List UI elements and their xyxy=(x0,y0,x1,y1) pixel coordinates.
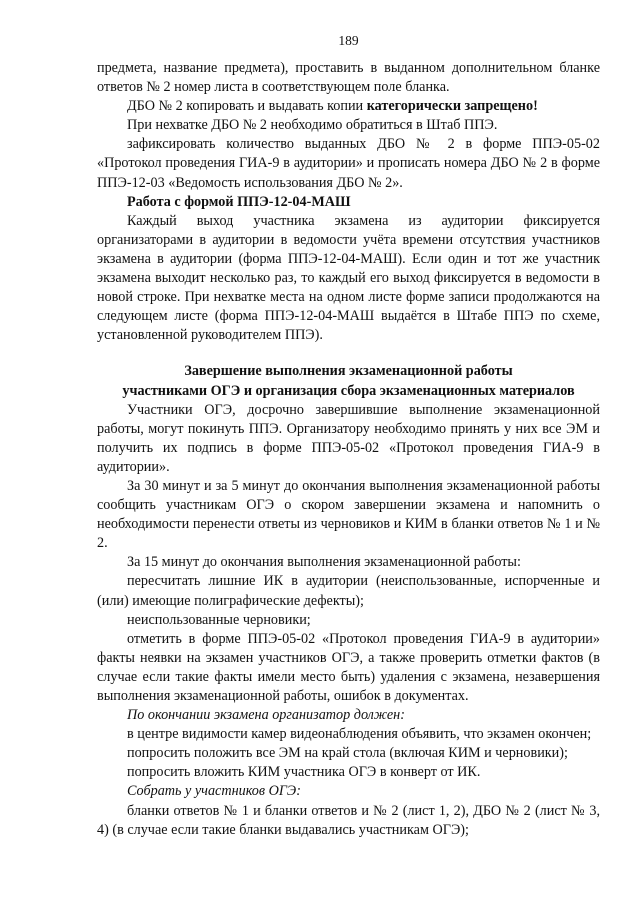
subheading-form: Работа с формой ППЭ-12-04-МАШ xyxy=(127,193,351,210)
copy-ban-emphasis: категорически запрещено! xyxy=(366,98,538,115)
paragraph-collect: Собрать у участников ОГЭ: xyxy=(127,783,301,800)
copy-ban-text: ДБО № 2 копировать и выдавать копии xyxy=(127,98,367,115)
paragraph-continued: предмета, название предмета), проставить в выданном дополнительном бланке ответов № 2 номер листа в соответствующем поле бланка. xyxy=(97,60,600,96)
paragraph-early-finish: Участники ОГЭ, досрочно завершившие выполнение экзаменационной работы, могут покинуть ППЭ. Организатору необходимо принять у них все ЭМ и получить их подпись в форме ППЭ-05-02 «Протокол проведения ГИА-9 в аудитории». xyxy=(97,401,600,475)
list-item-answer-sheets: бланки ответов № 1 и бланки ответов и № 2 (лист 1, 2), ДБО № 2 (лист № 3, 4) (в случае если такие бланки выдавались участникам ОГЭ); xyxy=(97,802,600,838)
section-title-line-2: участниками ОГЭ и организация сбора экзаменационных материалов xyxy=(122,382,575,399)
list-item-drafts: неиспользованные черновики; xyxy=(127,611,311,628)
paragraph-exit-tracking: Каждый выход участника экзамена из аудитории фиксируется организаторами в аудитории в ведомости учёта времени отсутствия участников экзамена в аудитории (форма ППЭ-12-04-МАШ). Если один и тот же участник экзамена выходит несколько раз, то каждый его выход фиксируется в ведомости в новой строке. При нехватке места на одном листе форме записи продолжаются на следующем листе (форма ППЭ-12-04-МАШ выдаётся в Штабе ППЭ по схеме, установленной руководителем ППЭ). xyxy=(97,212,600,344)
list-item-recount: пересчитать лишние ИК в аудитории (неиспользованные, испорченные и (или) имеющие полиграфические дефекты); xyxy=(97,573,600,609)
document-page xyxy=(97,32,600,840)
list-item-place-materials: попросить положить все ЭМ на край стола (включая КИМ и черновики); xyxy=(127,745,568,762)
paragraph-copy-ban xyxy=(97,97,600,116)
list-item-mark-absence: отметить в форме ППЭ-05-02 «Протокол проведения ГИА-9 в аудитории» факты неявки на экзамен участников ОГЭ, а также проверить отметки фактов (в случае если такие факты имели место быть) удаления с экзамена, незавершения выполнения экзаменационной работы, ошибок в документах. xyxy=(97,630,600,704)
paragraph-30-min: За 30 минут и за 5 минут до окончания выполнения экзаменационной работы сообщить участникам ОГЭ о скором завершении экзамена и напомнить о необходимости перенести ответы из черновиков и КИМ в бланки ответов № 1 и № 2. xyxy=(97,477,600,552)
page-number: 189 xyxy=(338,33,359,48)
spacer xyxy=(97,345,600,362)
list-item-announce-end: в центре видимости камер видеонаблюдения объявить, что экзамен окончен; xyxy=(127,726,592,743)
section-title-line-1: Завершение выполнения экзаменационной работы xyxy=(184,363,513,380)
paragraph-record-count: зафиксировать количество выданных ДБО № 2 в форме ППЭ-05-02 «Протокол проведения ГИА-9 в аудитории» и прописать номера ДБО № 2 в форме ППЭ-12-03 «Ведомость использования ДБО № 2». xyxy=(97,136,600,191)
paragraph-15-min: За 15 минут до окончания выполнения экзаменационной работы: xyxy=(127,554,521,571)
paragraph-organizer-must: По окончании экзамена организатор должен: xyxy=(127,707,405,724)
paragraph-shortage: При нехватке ДБО № 2 необходимо обратиться в Штаб ППЭ. xyxy=(127,117,498,134)
list-item-envelope: попросить вложить КИМ участника ОГЭ в конверт от ИК. xyxy=(127,764,481,781)
